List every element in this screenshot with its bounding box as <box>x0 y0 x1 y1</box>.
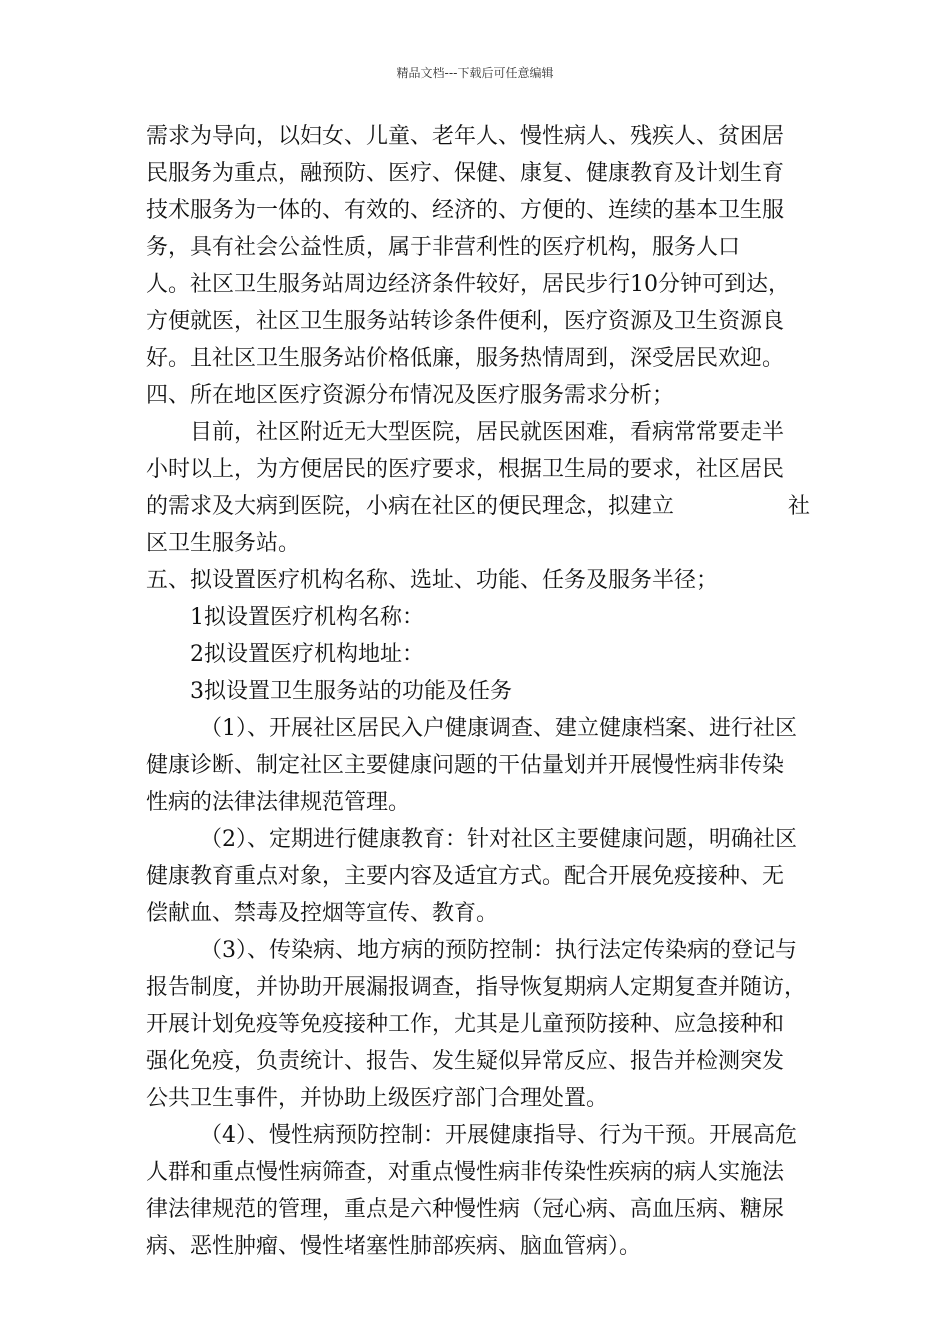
text-line: 性病的法律法律规范管理。 <box>146 790 411 815</box>
text-line: 人群和重点慢性病筛查，对重点慢性病非传染性疾病的病人实施法 <box>146 1160 785 1185</box>
text-line <box>146 488 810 525</box>
text-line: 区卫生服务站。 <box>146 531 301 556</box>
text-line: 健康教育重点对象，主要内容及适宜方式。配合开展免疫接种、无 <box>146 864 785 889</box>
section-heading: 五、拟设置医疗机构名称、选址、功能、任务及服务半径； <box>146 568 719 593</box>
text-line: 健康诊断、制定社区主要健康问题的干估量划并开展慢性病非传染 <box>146 753 785 778</box>
text-line: 务，具有社会公益性质，属于非营利性的医疗机构，服务人口 <box>146 235 741 260</box>
text-line: 人。社区卫生服务站周边经济条件较好，居民步行10分钟可到达， <box>146 272 790 297</box>
text-line: 病、恶性肿瘤、慢性堵塞性肺部疾病、脑血管病）。 <box>146 1234 642 1259</box>
text-line: 技术服务为一体的、有效的、经济的、方便的、连续的基本卫生服 <box>146 198 785 223</box>
text-line: 公共卫生事件，并协助上级医疗部门合理处置。 <box>146 1086 609 1111</box>
document-body <box>146 118 810 1265</box>
text-line: 方便就医，社区卫生服务站转诊条件便利，医疗资源及卫生资源良 <box>146 309 785 334</box>
list-item: 1拟设置医疗机构名称： <box>190 605 424 630</box>
text-line: （3）、传染病、地方病的预防控制：执行法定传染病的登记与 <box>200 938 797 963</box>
text-line: 需求为导向，以妇女、儿童、老年人、慢性病人、残疾人、贫困居 <box>146 124 785 149</box>
text-line: 开展计划免疫等免疫接种工作，尤其是儿童预防接种、应急接种和 <box>146 1012 785 1037</box>
text-line: 强化免疫，负责统计、报告、发生疑似异常反应、报告并检测突发 <box>146 1049 785 1074</box>
text-line: （1）、开展社区居民入户健康调查、建立健康档案、进行社区 <box>200 716 797 741</box>
text-line: 目前，社区附近无大型医院，居民就医困难，看病常常要走半 <box>190 420 785 445</box>
text-line: 好。且社区卫生服务站价格低廉，服务热情周到，深受居民欢迎。 <box>146 346 785 371</box>
page-header: 精品文档---下载后可任意编辑 <box>396 66 554 80</box>
text-line-part: 的需求及大病到医院，小病在社区的便民理念，拟建立 <box>146 494 675 519</box>
section-heading: 四、所在地区医疗资源分布情况及医疗服务需求分析； <box>146 383 675 408</box>
text-line: 小时以上，为方便居民的医疗要求，根据卫生局的要求，社区居民 <box>146 457 785 482</box>
list-item: 2拟设置医疗机构地址： <box>190 642 424 667</box>
text-line: 民服务为重点，融预防、医疗、保健、康复、健康教育及计划生育 <box>146 161 785 186</box>
text-line: 偿献血、禁毒及控烟等宣传、教育。 <box>146 901 499 926</box>
text-line: 律法律规范的管理，重点是六种慢性病（冠心病、高血压病、糖尿 <box>146 1197 785 1222</box>
list-item: 3拟设置卫生服务站的功能及任务 <box>190 679 512 704</box>
text-line: （2）、定期进行健康教育：针对社区主要健康问题，明确社区 <box>200 827 797 852</box>
text-line: （4）、慢性病预防控制：开展健康指导、行为干预。开展高危 <box>200 1123 797 1148</box>
text-line-part: 社 <box>787 494 810 519</box>
text-line: 报告制度，并协助开展漏报调查，指导恢复期病人定期复查并随访， <box>146 975 807 1000</box>
